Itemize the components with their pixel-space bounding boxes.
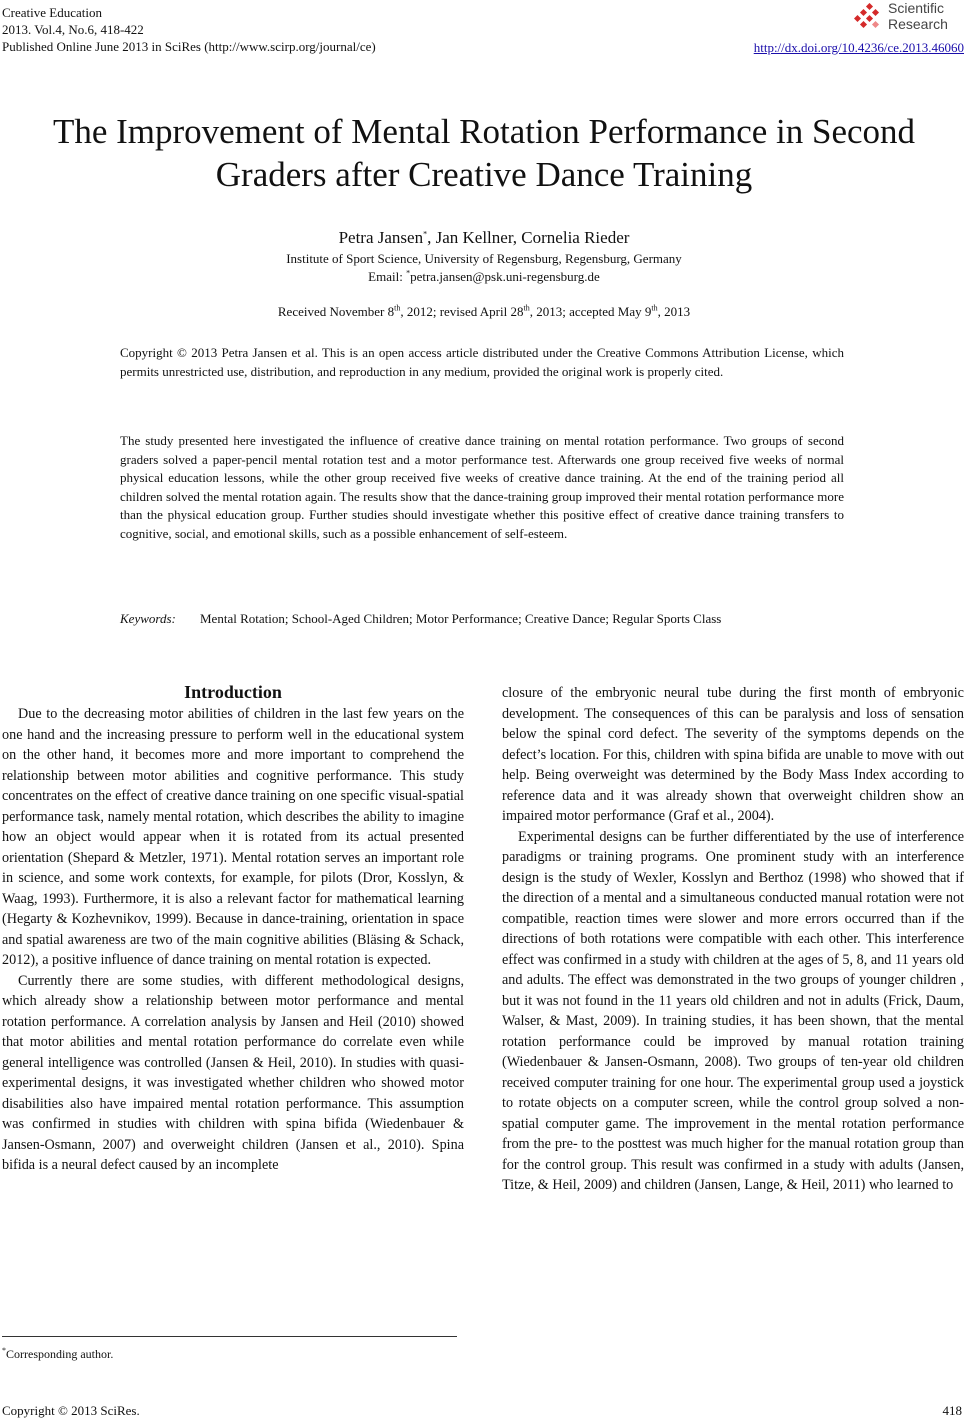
publication-info: Published Online June 2013 in SciRes (http://www.scirp.org/journal/ce) [2, 39, 376, 54]
institution: Institute of Sport Science, University of Regensburg, Regensburg, Germany [286, 251, 682, 266]
footnote-divider [2, 1336, 457, 1337]
received-dates: Received November 8th, 2012; revised April 28th, 2013; accepted May 9th, 2013 [277, 303, 691, 319]
scientific-research-logo [854, 0, 964, 36]
doi-link[interactable]: http://dx.doi.org/10.4236/ce.2013.46060 [753, 40, 964, 55]
license-statement: Copyright © 2013 Petra Jansen et al. This is an open access article distributed under the Creative Commons Attribution License, which permits unrestricted use, distribution, and reproduction in any medium, provided the original work is properly cited. [120, 345, 844, 379]
journal-name: Creative Education [2, 5, 102, 20]
keywords-label: Keywords [120, 611, 172, 626]
journal-volume: 2013. Vol.4, No.6, 418-422 [2, 22, 144, 37]
body-paragraph: Due to the decreasing motor abilities of children in the last few years on the one hand and the increasing pressure to perform well in the educational system on the other hand, it becomes more and more important to comprehend the relationship between motor abilities and cognitive performance. This study concentrates on the effect of creative dance training on one specific visual-spatial performance task, namely mental rotation, which describes the ability to imagine how an object would appear when it is rotated from its actual presented orientation (Shepard & Metzler, 1971). Mental rotation serves an important role in science, and some work contexts, for example, for pilots (Dror, Kosslyn, & Waag, 1993). Furthermore, it is also a relevant factor for mathematical learning (Hegarty & Kozhevnikov, 1999). Because in dance-training, orientation in space and spatial awareness are two of the main cognitive abilities (Bläsing & Schack, 2012), a positive influence of dance training on mental rotation is expected. [2, 706, 464, 968]
footnote: *Corresponding author. [2, 1346, 114, 1361]
footer-copyright: Copyright © 2013 SciRes. [2, 1403, 140, 1418]
keywords-list: Mental Rotation; School-Aged Children; Motor Performance; Creative Dance; Regular Sports Class [200, 611, 722, 626]
page-number: 418 [942, 1403, 962, 1418]
section-heading-introduction: Introduction [184, 682, 282, 702]
body-paragraph: Experimental designs can be further differentiated by the use of interference paradigms or training programs. One prominent study with an interference design is the study of Wexler, Kosslyn and Berthoz (1998) who showed that if the direction of a mental and a simultaneous conducted manual rotation were not compatible, reaction times were slower and more errors occurred than if the directions of both rotations were compatible with each other. This interference effect was confirmed in a study with children at the ages of 5, 8, and 11 years old and adults. The effect was demonstrated in the two groups of younger children , but it was not found in the 11 years old children and not in adults (Frick, Daum, Walser, & Mast, 2009). In training studies, it has been shown, that the mental rotation performance could be improved by manual rotation training (Wiedenbauer & Jansen-Osmann, 2008). Two groups of ten-year old children received computer training for one hour. The experimental group used a joystick to rotate objects on a computer screen, while the control group solved a non-spatial computer game. The improvement in the mental rotation performance from the pre- to the posttest was much higher for the manual rotation group than for the control group. This result was confirmed in a study with adults (Jansen, Titze, & Heil, 2009) and children (Jansen, Lange, & Heil, 2011) who learned to [502, 828, 964, 1193]
body-paragraph: Currently there are some studies, with different methodological designs, which already show a relationship between motor performance and mental rotation performance. A correlation analysis by Jansen and Heil (2010) showed that motor abilities and mental rotation performance do correlate even while general intelligence was controlled (Jansen & Heil, 2010). In studies with quasi-experimental designs, it was investigated whether children who showed motor disabilities also have impaired mental rotation performance. This assumption was confirmed in studies with children with spina bifida (Wiedenbauer & Jansen-Osmann, 2007) and overweight children (Jansen et al., 2010). Spina bifida is a neural defect caused by an incomplete [2, 972, 464, 1173]
paper-title: The Improvement of Mental Rotation Performance in Second Graders after Creative Dance Training [52, 112, 916, 194]
running-header [2, 4, 376, 55]
left-column [2, 680, 464, 1176]
keywords: Keywords:Mental Rotation; School-Aged Children; Motor Performance; Creative Dance; Regular Sports Class [120, 609, 844, 628]
right-column [502, 683, 964, 1196]
logo-wordmark: Scientific Research [888, 0, 948, 32]
author-email: Email: *petra.jansen@psk.uni-regensburg.de [368, 268, 600, 284]
body-paragraph: closure of the embryonic neural tube during the first month of embryonic development. The consequences of this can be paralysis and loss of sensation below the spinal cord defect. The severity of the symptoms depends on the defect’s location. For this, children with spina bifida are unable to move with out help. Being overweight was determined by the Body Mass Index according to reference data and it was already shown that overweight children show an impaired motor performance (Graf et al., 2004). [502, 685, 964, 824]
publisher-logo-icon [854, 3, 884, 33]
affiliation [0, 250, 968, 286]
author-list: Petra Jansen*, Jan Kellner, Cornelia Rieder [338, 228, 630, 247]
abstract: The study presented here investigated the influence of creative dance training on mental rotation performance. Two groups of second graders solved a paper-pencil mental rotation test and a motor performance test. Afterwards one group received five weeks of normal physical education lessons, while the other group received five weeks of creative dance training. At the end of the training period all children solved the mental rotation again. The results show that the dance-training group improved their mental rotation performance more than the physical education group. Further studies should investigate whether this positive effect of creative dance training transfers to cognitive, social, and emotional skills, such as a possible enhancement of self-esteem. [120, 433, 844, 541]
